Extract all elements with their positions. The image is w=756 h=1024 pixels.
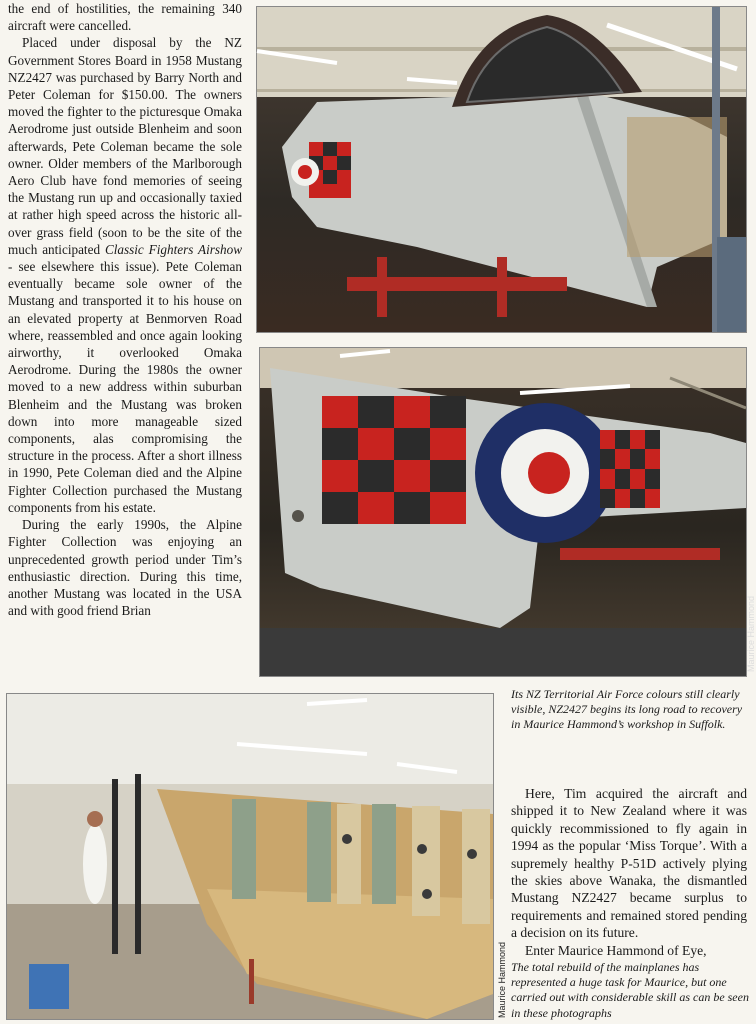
roundel-photo <box>259 347 747 677</box>
paragraph: Enter Maurice Hammond of Eye, <box>525 942 707 958</box>
photo-caption: The total rebuild of the mainplanes has represented a huge task for Maurice, but one carried out with considerable skill as can be seen in these photographs <box>511 960 749 1020</box>
article-right-column <box>511 785 747 959</box>
paragraph: Here, Tim acquired the aircraft and shipped it to New Zealand where it was quickly recommissioned to fly again in 1994 as the popular ‘Miss Torque’. With a supremely healthy P-51D actively plying the skies above Wanaka, the dismantled Mustang NZ2427 became surplus to requirements and remained stored pending a decision on its future. <box>511 786 747 941</box>
article-left-column <box>8 0 242 619</box>
photo-credit: Maurice Hammond <box>497 941 507 1018</box>
airshow-title: Classic Fighters Airshow <box>104 241 242 257</box>
photo-credit: Maurice Hammond <box>746 595 756 672</box>
wing-photo <box>6 693 494 1020</box>
paragraph: Placed under disposal by the NZ Government Stores Board in 1958 Mustang NZ2427 was purchased by Barry North and Peter Coleman for $150.00. The owners moved the fighter to the picturesque Omaka Aerodrome just outside Blenheim and soon afterwards, Pete Coleman became the sole owner. Older members of the Marlborough Aero Club have fond memories of seeing the Mustang run up and occasionally taxied at rather high speed across the historic all-over grass field (soon to be the site of the much anticipated Classic Fighters Airshow - see elsewhere this issue). Pete Coleman eventually became sole owner of the Mustang and transported it to his house on an elevated property at Benmorven Road where, reassembled and once again looking airworthy, it overlooked Omaka Aerodrome. During the 1980s the owner moved to a new address within suburban Blenheim and the Mustang was broken down into more manageable sized components, alas compromising the structure in the process. After a short illness in 1990, Pete Coleman died and the Alpine Fighter Collection purchased the Mustang components from his estate. <box>8 35 242 515</box>
paragraph: the end of hostilities, the remaining 340 aircraft were cancelled. <box>8 1 242 34</box>
photo-caption: Its NZ Territorial Air Force colours still clearly visible, NZ2427 begins its long road to recovery in Maurice Hammond’s workshop in Suffolk. <box>511 687 743 732</box>
paragraph: During the early 1990s, the Alpine Fighter Collection was enjoying an unprecedented growth period under Tim’s enthusiastic direction. During this time, another Mustang was located in the USA and with good friend Brian <box>8 517 242 619</box>
fuselage-photo <box>256 6 747 333</box>
